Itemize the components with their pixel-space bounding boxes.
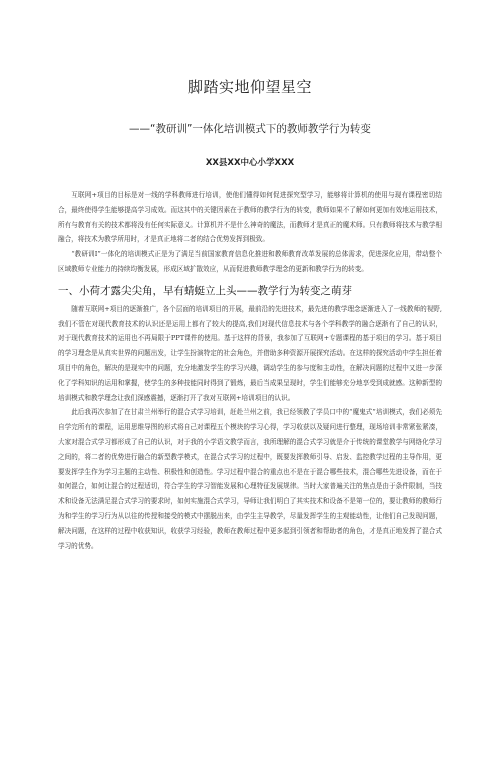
author-line: XX县XX中心小学XXX (205, 158, 295, 168)
document-subtitle: ——“教研训”一体化培训模式下的教师教学行为转变 (129, 123, 371, 135)
section-heading: 一、小荷才露尖尖角，早有蜻蜓立上头——教学行为转变之萌芽 (58, 284, 352, 297)
body-paragraph: 此后我再次参加了在甘肃兰州举行的混合式学习培训，赶赴兰州之前，我已经领教了学员口中的“魔鬼式”培训模式，我们必须先自学完所有的课程，运用思维导图的形式将自己对课程五个模块的学习心得，学习收获以及疑问进行整理，现场培训非常紧张紧凑，大家对混合式学习都形成了自己的认识，对于我的小学语文教学而言，我所理解的混合式学习就是介于传统的课堂教学与网络化学习之间的，将二者的优势进行融合的新型教学模式，在混合式学习的过程中，既要发挥教师引导、启发、监控教学过程的主导作用，更要发挥学生作为学习主题的主动性、积极性和创造性。学习过程中混合的重点也不是在于混合哪些技术，混合哪些先进设备，而在于如何混合，如何让混合的过程适切，符合学生的学习智能发展和心理特征发展规律。当时大家普遍关注的焦点是由于条件限制，当技术和设备无法满足混合式学习的要求时，如何实施混合式学习，导师让我们明白了其实技术和设备不是第一位的，要让教师的教师行为和学生的学习行为从以往的传授和接受的模式中摆脱出来，由学生主导教学，尽量发挥学生的主观能动性，让他们自己发现问题，解决问题，在这样的过程中收获知识，收获学习经验，教师在教师过程中更多起到引领者和帮助者的角色，才是真正地发挥了混合式学习的优势。 (58, 408, 442, 550)
intro-paragraph: “教研训Ⅰ”一体化的培训模式正是为了满足当前国家教育信息化推进和教师教育改革发展的总体需求，促进深化应用，带动整个区域教师专业能力的持续均衡发展，形成区域扩散效应，从而促进教师教学理念的更新和教学行为的转变。 (58, 250, 442, 273)
body-paragraph: 随着互联网+项目的逐渐推广，各个层面的培训项目的开展，最前沿的先进技术，最先进的教学理念逐渐进入了一线教师的视野,我们不管在对现代教育技术的认识还是运用上都有了较大的提高,我们对现代信息技术与各个学科教学的融合逐渐有了自己的认识，对于现代教育技术的运用也不再局限于PPT课件的使用。基于这样的背景，我参加了互联网+专题课程的基于项目的学习。基于项目的学习理念是从真实世界的问题出发，让学生扮演特定的社会角色，并借助多种资源开展探究活动。在这样的探究活动中学生担任着项目中的角色，解决的是现实中的问题，充分地激发学生的学习兴趣，调动学生的参与度和主动性，在解决问题的过程中又进一步深化了学科知识的运用和掌握，使学生的多种技能同时得到了锻炼，最后当成果呈现时，学生们能够充分地享受到成就感。这种新型的培训模式和教学理念让我们深感震撼，逐渐打开了我对互联网+培训项目的认识。 (58, 304, 442, 402)
document-page (0, 76, 500, 783)
intro-paragraph: 互联网+项目的目标是对一线的学科教师进行培训，使他们懂得如何促进探究型学习，能够将计算机的使用与现有课程密切结合，最终使得学生能够提高学习成效。而这其中的关键因素在于教师的教学行为的转变，教师如果不了解如何更加有效地运用技术，所有与教育有关的技术都将没有任何实际意义。计算机并不是什么神奇的魔法，而教师才是真正的魔术师。只有教师将技术与教学相融合，将技术为教学所用时，才是真正地将二者的结合优势发挥到极致。 (58, 191, 442, 244)
document-title: 脚踏实地仰望星空 (187, 78, 312, 96)
